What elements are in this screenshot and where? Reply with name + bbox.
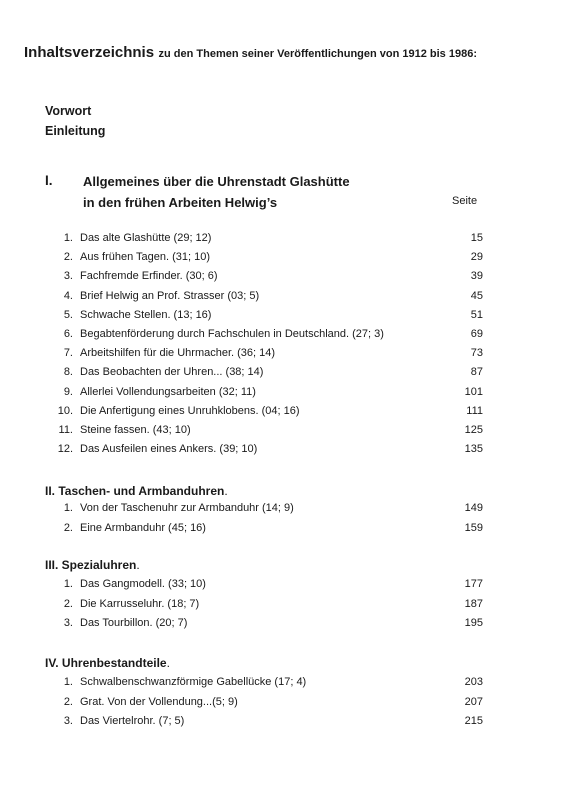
section-2-title: II. Taschen- und Armbanduhren (45, 484, 225, 498)
toc-entry-number: 10. (57, 404, 73, 417)
toc-entry-page: 149 (464, 502, 483, 514)
section-3-title: III. Spezialuhren (45, 558, 137, 572)
toc-entry-title: Die Karrusseluhr. (18; 7) (80, 597, 200, 610)
toc-entry-number: 1. (63, 676, 73, 688)
toc-entry-number: 6. (63, 328, 73, 340)
section-3-heading (45, 558, 140, 572)
toc-entry-number: 5. (63, 308, 73, 321)
toc-entry-number: 2. (63, 695, 73, 708)
toc-entry-number: 1. (63, 232, 73, 244)
toc-entry-title: Aus frühen Tagen. (31; 10) (80, 251, 211, 264)
toc-entry-title: Das alte Glashütte (29; 12) (80, 232, 212, 244)
toc-entry-number: 3. (63, 715, 73, 727)
toc-entry-page: 215 (464, 715, 483, 727)
page-column-label: Seite (452, 195, 478, 207)
toc-entry-title: Allerlei Vollendungsarbeiten (32; 11) (80, 385, 256, 398)
toc-entry-number: 9. (63, 385, 73, 398)
toc-entry-number: 3. (63, 270, 73, 283)
front-matter-einleitung: Einleitung (45, 124, 106, 138)
toc-entry-page: 207 (464, 695, 483, 708)
toc-entry-page: 73 (470, 347, 483, 360)
toc-entry-number: 1. (63, 578, 73, 590)
toc-entry-page: 29 (470, 251, 483, 264)
toc-entry-page: 195 (464, 617, 483, 629)
toc-entry-number: 8. (63, 366, 73, 379)
toc-entry-title: Eine Armbanduhr (45; 16) (80, 521, 206, 534)
toc-entry-title: Schwache Stellen. (13; 16) (80, 308, 212, 321)
toc-entry-title: Schwalbenschwanzförmige Gabellücke (17; 4) (80, 676, 307, 688)
toc-entry-number: 12. (57, 443, 73, 456)
section-3-title-end: . (136, 558, 140, 572)
toc-entry-title: Das Viertelrohr. (7; 5) (80, 715, 185, 727)
toc-heading-sub: zu den Themen seiner Veröffentlichungen von 1912 bis 1986: (158, 48, 477, 60)
section-2-title-end: . (224, 484, 228, 498)
toc-entry-page: 135 (464, 443, 483, 456)
toc-entry-title: Arbeitshilfen für die Uhrmacher. (36; 14) (80, 347, 276, 360)
toc-entry-page: 15 (470, 232, 483, 244)
toc-entry-title: Brief Helwig an Prof. Strasser (03; 5) (80, 289, 260, 302)
section-1-title-line2: in den frühen Arbeiten Helwig’s (83, 195, 278, 210)
toc-entry-title: Grat. Von der Vollendung...(5; 9) (80, 695, 238, 708)
toc-heading-main: Inhaltsverzeichnis (24, 44, 155, 61)
toc-entry-page: 177 (464, 578, 483, 590)
front-matter-vorwort: Vorwort (45, 104, 92, 118)
toc-entry-title: Das Beobachten der Uhren... (38; 14) (80, 366, 264, 379)
toc-entry-page: 51 (470, 308, 483, 321)
toc-entry-number: 3. (63, 617, 73, 629)
toc-entry-page: 125 (464, 424, 483, 436)
toc-entry-title: Begabtenförderung durch Fachschulen in Deutschland. (27; 3) (80, 328, 384, 340)
toc-entry-number: 7. (63, 347, 73, 360)
toc-entry-number: 4. (63, 289, 73, 302)
toc-entry-title: Das Tourbillon. (20; 7) (80, 617, 188, 629)
toc-entry-title: Von der Taschenuhr zur Armbanduhr (14; 9) (80, 502, 294, 514)
toc-entry-title: Steine fassen. (43; 10) (80, 424, 191, 436)
toc-entry-number: 11. (58, 424, 73, 436)
section-1-title-line1: Allgemeines über die Uhrenstadt Glashütte (83, 174, 350, 189)
section-4-title-end: . (166, 656, 170, 670)
toc-entry-page: 111 (466, 404, 483, 417)
toc-entry-number: 2. (63, 251, 73, 264)
toc-heading (24, 44, 477, 62)
toc-entry-page: 69 (470, 328, 483, 340)
toc-entry-page: 45 (470, 289, 483, 302)
toc-entry-page: 39 (470, 270, 483, 283)
toc-entry-page: 203 (464, 676, 483, 688)
toc-entry-title: Das Ausfeilen eines Ankers. (39; 10) (80, 443, 258, 456)
toc-entry-title: Das Gangmodell. (33; 10) (80, 578, 206, 590)
toc-entry-number: 2. (63, 597, 73, 610)
toc-entry-page: 101 (464, 385, 483, 398)
toc-entry-page: 87 (470, 366, 483, 379)
toc-entry-number: 1. (63, 502, 73, 514)
toc-entry-page: 159 (464, 521, 483, 534)
toc-entry-title: Fachfremde Erfinder. (30; 6) (80, 270, 218, 283)
section-1-number: I. (45, 173, 53, 188)
toc-entry-number: 2. (63, 521, 73, 534)
toc-entry-title: Die Anfertigung eines Unruhklobens. (04; 16) (80, 404, 300, 417)
toc-entry-page: 187 (464, 597, 483, 610)
section-4-heading (45, 656, 170, 670)
section-4-title: IV. Uhrenbestandteile (45, 656, 167, 670)
section-2-heading (45, 484, 228, 498)
